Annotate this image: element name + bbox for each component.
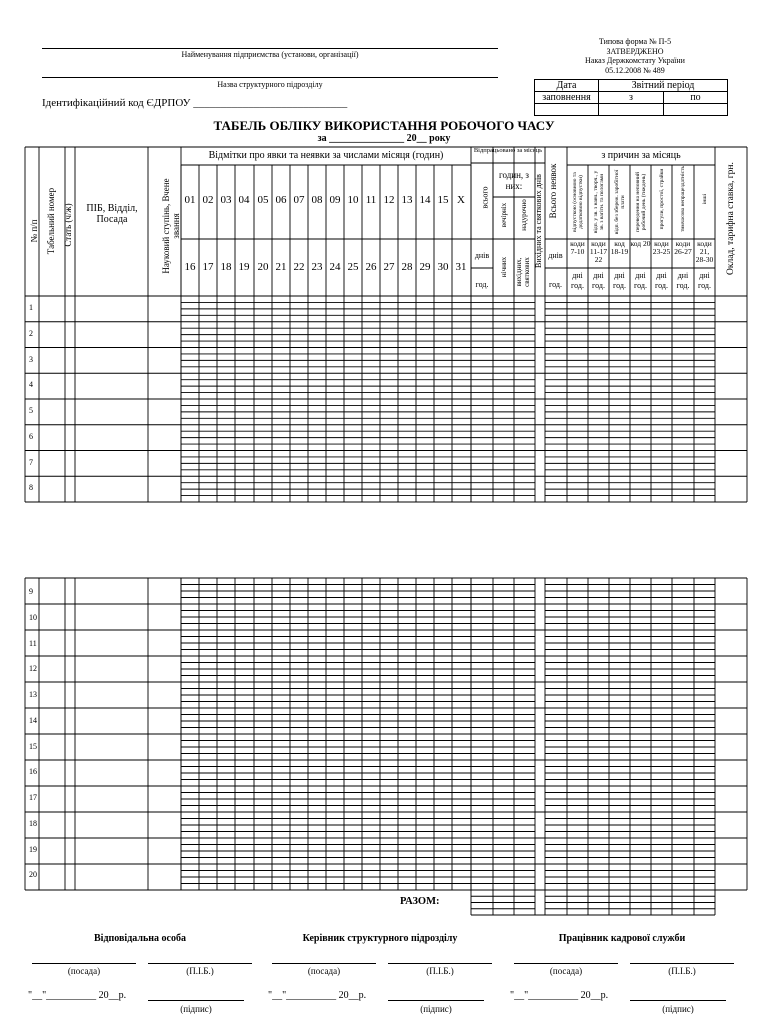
day-header: 03: [220, 194, 232, 206]
sign-caption: (підпис): [662, 1004, 694, 1014]
fill-label: заповнення: [535, 92, 599, 104]
name-caption: (П.І.Б.): [426, 966, 454, 976]
day-header: 26: [365, 261, 377, 273]
day-header: X: [457, 194, 465, 206]
page-title: ТАБЕЛЬ ОБЛІКУ ВИКОРИСТАННЯ РОБОЧОГО ЧАСУ: [213, 118, 555, 133]
absence-days: днів: [548, 251, 563, 260]
position-caption: (посада): [307, 966, 341, 976]
day-header: 11: [365, 194, 377, 206]
to-label: по: [664, 92, 728, 104]
salary-label: Оклад, тарифна ставка, грн.: [726, 162, 736, 275]
row-number: 15: [29, 741, 37, 751]
night-label: нічних: [500, 256, 508, 278]
form-line: Типова форма № П-5: [598, 37, 672, 46]
reason-label: інші: [701, 193, 708, 205]
position-line: [272, 963, 376, 964]
page-subtitle: за _______________ 20__ року: [317, 133, 451, 144]
day-header: 31: [455, 261, 467, 273]
sign-caption: (підпис): [180, 1004, 212, 1014]
position-caption: (посада): [67, 966, 101, 976]
sign-line: [630, 1000, 726, 1001]
org-label: Найменування підприємства (установи, організації): [181, 50, 359, 59]
period-label: Звітний період: [599, 80, 728, 92]
worked-hours: год.: [475, 280, 489, 289]
col-name: ПІБ, Відділ, Посада: [86, 203, 138, 225]
reason-code: коди 11-17 22: [589, 239, 608, 264]
row-number: 9: [29, 587, 33, 596]
day-header: 27: [383, 261, 395, 273]
day-header: 30: [437, 261, 449, 273]
row-number: 11: [29, 638, 37, 648]
name-line: [630, 963, 734, 964]
reason-days-hours: дні год.: [571, 271, 584, 290]
marks-header: Відмітки про явки та неявки за числами місяця (годин): [208, 150, 444, 161]
reason-days-hours: дні год.: [676, 271, 690, 290]
total-absence: Всього неявок: [548, 163, 558, 219]
reason-days-hours: дні год.: [655, 271, 668, 290]
position-line: [32, 963, 136, 964]
overtime-label: надурочно: [520, 199, 528, 231]
day-header: 01: [184, 194, 196, 206]
day-header: 20: [257, 261, 269, 273]
form-line: 05.12.2008 № 489: [605, 65, 665, 75]
col-sex: Стать (ч/ж): [63, 203, 73, 247]
date-field: "__"__________ 20__р.: [268, 990, 367, 1001]
date-field: "__"__________ 20__р.: [510, 990, 609, 1001]
evening-label: вечірніх: [500, 202, 508, 228]
sign-line: [148, 1000, 244, 1001]
day-header: 02: [202, 194, 214, 206]
row-number: 5: [29, 406, 33, 415]
name-caption: (П.І.Б.): [668, 966, 696, 976]
total-label: РАЗОМ:: [400, 896, 440, 907]
form-line: Наказ Держкомстату України: [585, 56, 685, 65]
sign-caption: (підпис): [420, 1004, 452, 1014]
date-field: "__"__________ 20__р.: [28, 990, 127, 1001]
day-header: 14: [419, 194, 431, 206]
reason-code: коди 26-27: [674, 239, 692, 256]
reason-label: переведення на неповний робочий день (тиждень): [634, 172, 647, 232]
day-header: 22: [293, 261, 305, 273]
day-header: 04: [238, 194, 250, 206]
dept-label: Назва структурного підрозділу: [217, 80, 323, 89]
worked-total: всього: [480, 186, 490, 209]
day-header: 21: [275, 261, 287, 273]
weekends-label: Вихідних та святкових днів: [534, 174, 543, 268]
day-header: 15: [437, 194, 449, 206]
day-header: 12: [383, 194, 395, 206]
row-number: 16: [29, 767, 37, 777]
reason-label: прогули, простої, страйки: [658, 168, 665, 230]
row-number: 10: [29, 612, 37, 622]
worked-days: днів: [474, 251, 490, 260]
row-number: 8: [29, 483, 33, 493]
edrpou-field: Ідентифікаційний код ЄДРПОУ ____________________________: [42, 97, 348, 109]
row-number: 1: [29, 303, 33, 312]
day-header: 29: [419, 261, 431, 273]
reason-code: коди 7-10: [570, 239, 585, 256]
col-tab-num: Табельний номер: [46, 187, 56, 255]
row-number: 4: [29, 380, 33, 390]
date-label: Дата: [535, 80, 599, 92]
signature-title: Працівник кадрової служби: [558, 933, 686, 944]
row-number: 3: [29, 354, 33, 364]
day-header: 28: [401, 261, 413, 273]
row-number: 2: [29, 328, 33, 338]
worked-header: Відпрацьовано за місяць: [473, 147, 543, 154]
reason-days-hours: дні год.: [634, 271, 647, 290]
row-number: 12: [29, 664, 37, 674]
hours-of: годин, з них:: [499, 170, 529, 191]
name-line: [388, 963, 492, 964]
reasons-header: з причин за місяць: [601, 150, 681, 161]
reason-code: код 20: [630, 239, 651, 248]
reason-label: відп. у зв. з навч., творч., у зв. з вагітн. та пологами: [592, 170, 605, 234]
day-header: 23: [311, 261, 323, 273]
day-header: 06: [275, 194, 287, 206]
reason-code: коди 23-25: [652, 239, 671, 256]
row-number: 19: [29, 844, 37, 854]
day-header: 25: [347, 261, 359, 273]
form-line: ЗАТВЕРДЖЕНО: [606, 46, 664, 56]
day-header: 18: [220, 261, 232, 273]
reason-label: відп. без збереж. заробітної плати: [613, 169, 626, 235]
position-line: [514, 963, 618, 964]
position-caption: (посада): [549, 966, 583, 976]
day-header: 17: [202, 261, 214, 273]
reason-label: тимчасова непрацездатність: [680, 166, 686, 232]
day-header: 10: [347, 194, 359, 206]
absence-hours: год.: [549, 280, 562, 289]
reason-days-hours: дні год.: [592, 271, 605, 290]
row-number: 14: [29, 715, 37, 725]
name-line: [148, 963, 252, 964]
sign-line: [388, 1000, 484, 1001]
day-header: 13: [401, 194, 413, 206]
row-number: 18: [29, 818, 37, 828]
from-label: з: [599, 92, 664, 104]
holidays-label: вихідних, святкових: [515, 257, 531, 287]
day-header: 16: [184, 261, 196, 273]
signature-title: Керівник структурного підрозділу: [302, 933, 458, 944]
reason-code: код 18-19: [610, 239, 629, 256]
name-caption: (П.І.Б.): [186, 966, 214, 976]
day-header: 08: [311, 194, 323, 206]
row-number: 7: [29, 457, 33, 467]
day-header: 09: [329, 194, 341, 206]
reason-days-hours: дні год.: [613, 271, 626, 290]
signature-title: Відповідальна особа: [94, 933, 186, 944]
day-header: 05: [257, 194, 269, 206]
reason-days-hours: дні год.: [698, 271, 711, 290]
day-header: 19: [238, 261, 250, 273]
reason-code: коди 21, 28-30: [695, 239, 714, 264]
row-number: 13: [29, 690, 37, 699]
reason-label: відпусткою (основною та додатковою відпустки): [571, 172, 584, 232]
day-header: 07: [293, 194, 305, 206]
col-degree: Науковий ступінь, Вчене звання: [161, 178, 181, 274]
day-header: 24: [329, 261, 341, 273]
row-number: 6: [29, 431, 33, 441]
col-num: № п/п: [29, 219, 39, 243]
row-number: 20: [29, 870, 37, 880]
row-number: 17: [29, 793, 37, 802]
